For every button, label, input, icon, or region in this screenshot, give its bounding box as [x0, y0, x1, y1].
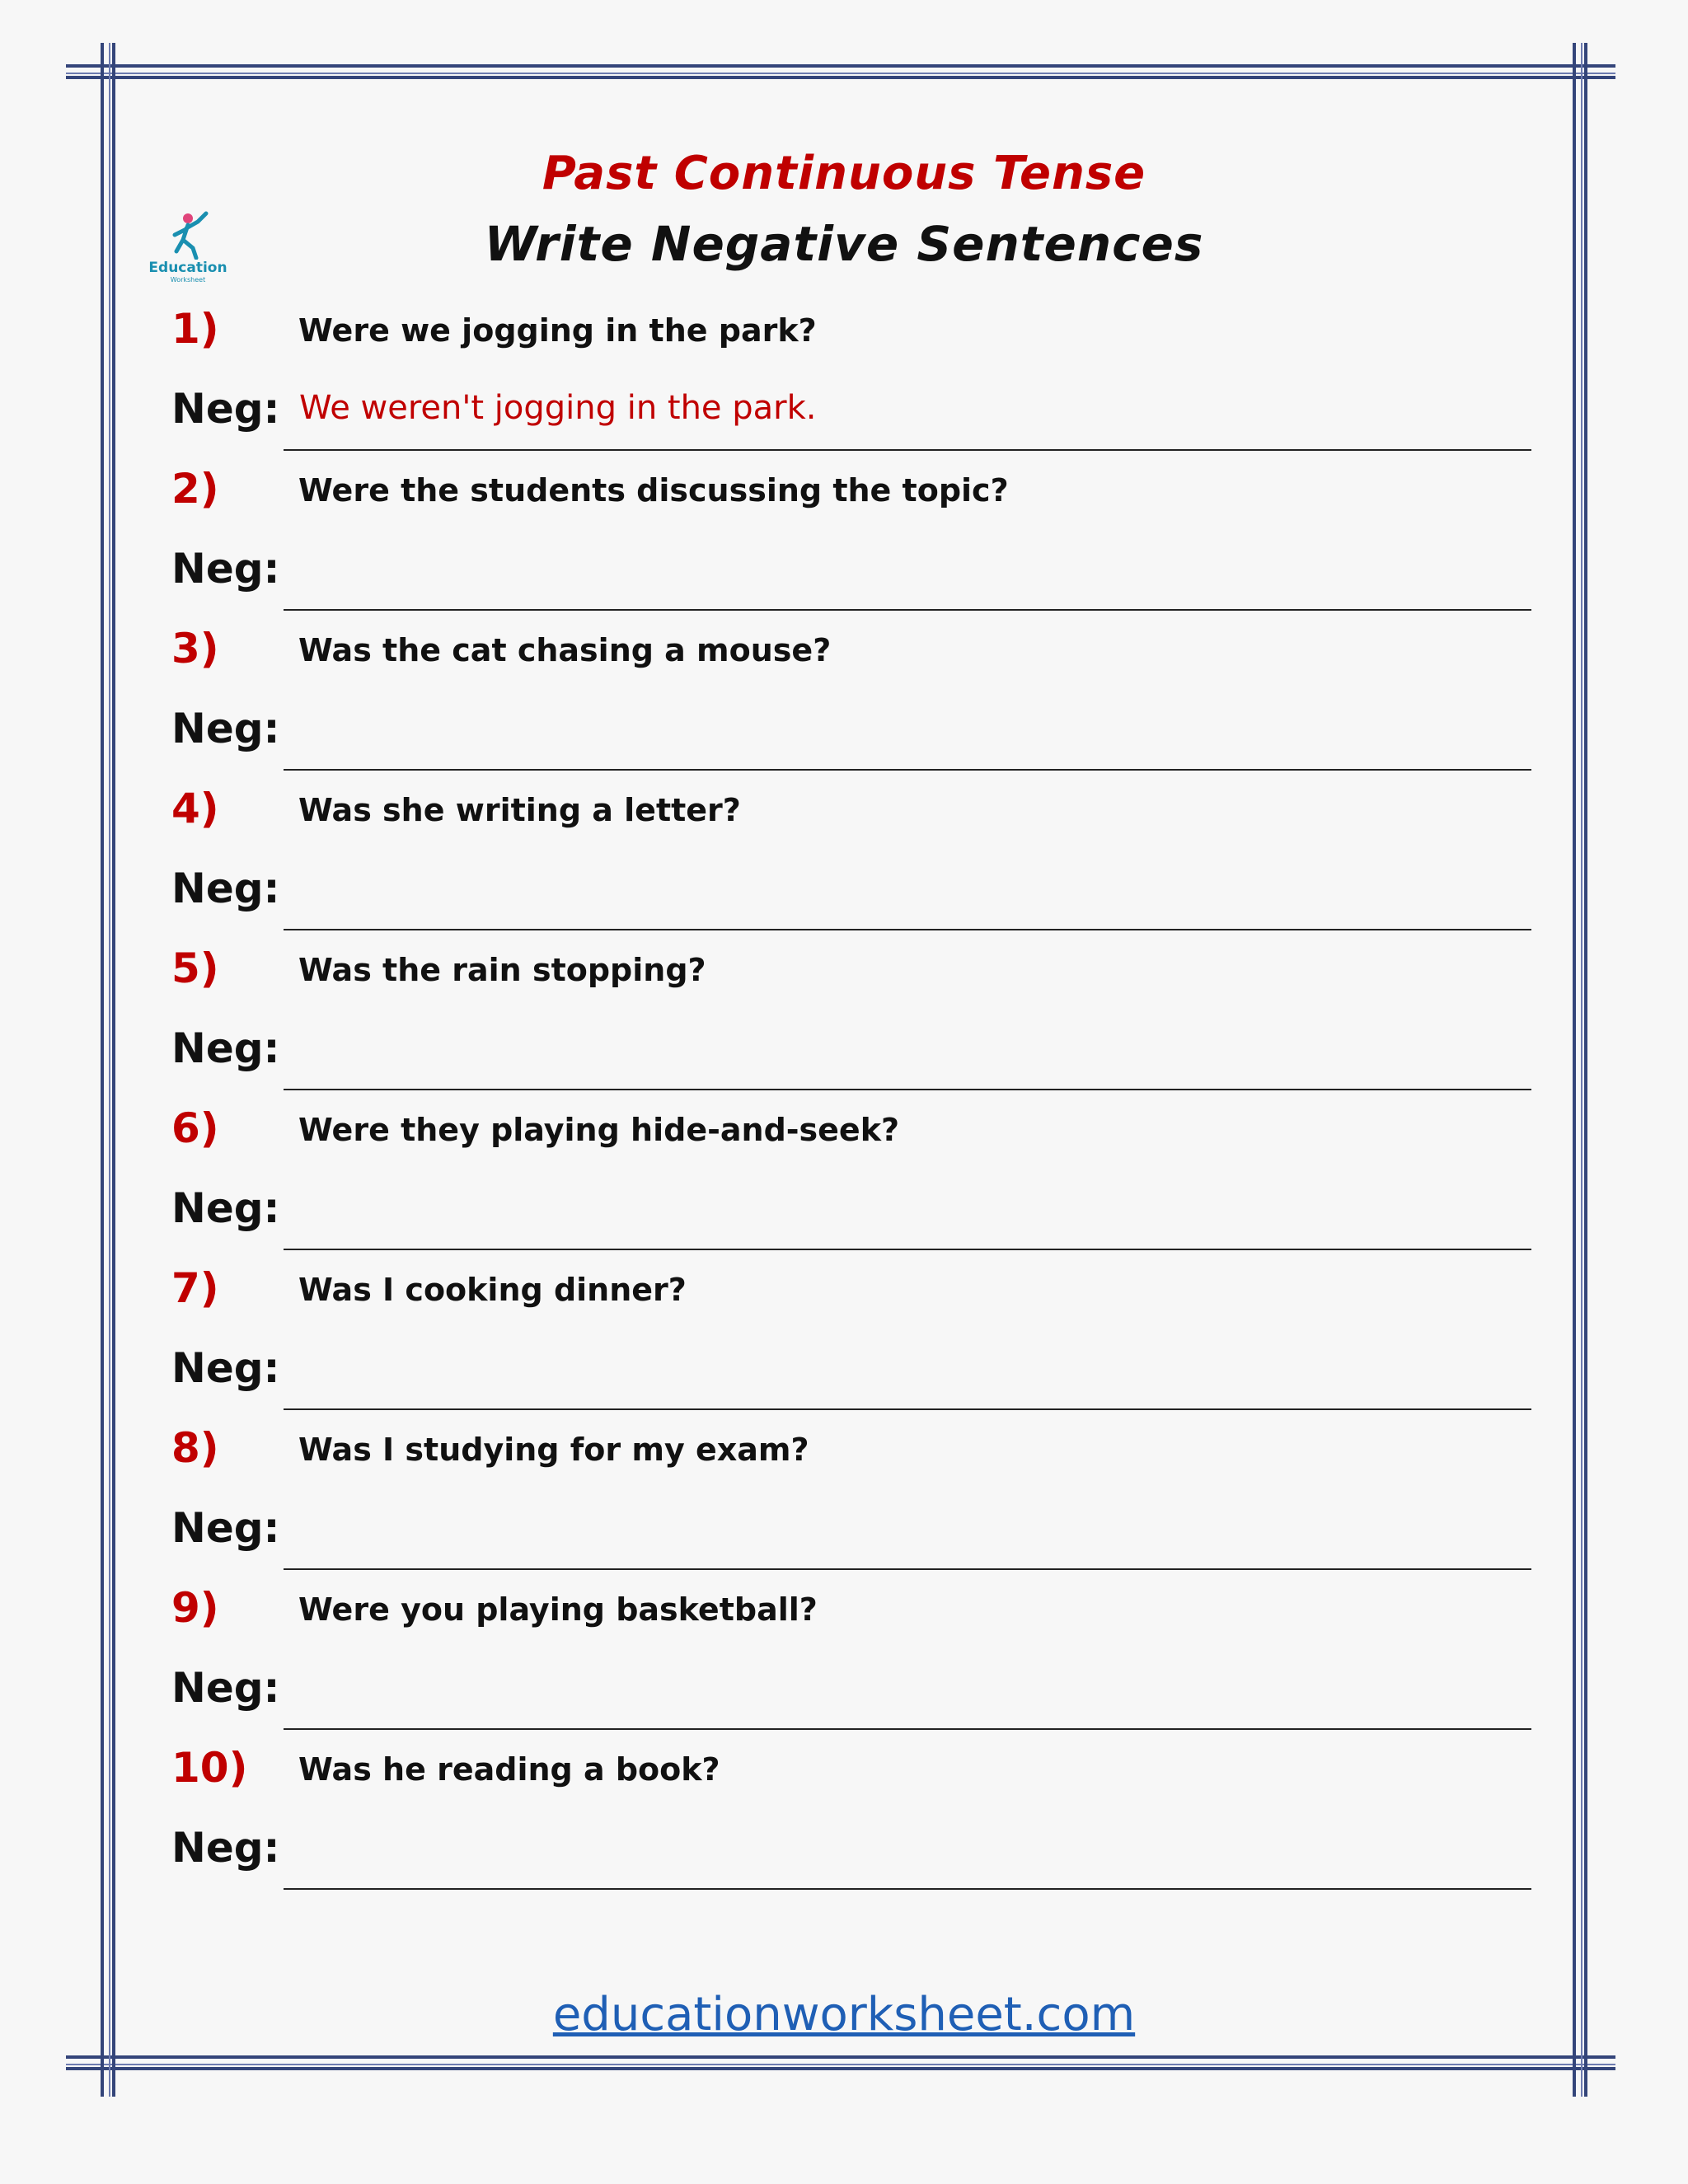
question-text: Were we jogging in the park? — [298, 312, 817, 349]
neg-label: Neg: — [171, 1344, 280, 1392]
question-number: 3) — [171, 625, 219, 673]
question-text: Was the cat chasing a mouse? — [298, 632, 832, 668]
question-number: 4) — [171, 785, 219, 832]
question-number: 9) — [171, 1584, 219, 1632]
answer-line — [284, 929, 1531, 930]
answer-line — [284, 1089, 1531, 1090]
page-subtitle: Write Negative Sentences — [484, 216, 1204, 272]
question-text: Were you playing basketball? — [298, 1591, 818, 1628]
question-text: Was the rain stopping? — [298, 952, 706, 988]
answer-text[interactable]: We weren't jogging in the park. — [299, 389, 817, 427]
bottom-border — [66, 2055, 1615, 2070]
neg-label: Neg: — [171, 545, 280, 593]
answer-line — [284, 1249, 1531, 1250]
question-number: 10) — [171, 1744, 248, 1792]
right-border — [1573, 43, 1587, 2097]
question-number: 5) — [171, 944, 219, 992]
question-text: Was I studying for my exam? — [298, 1432, 809, 1468]
neg-label: Neg: — [171, 1504, 280, 1552]
question-text: Were the students discussing the topic? — [298, 472, 1009, 509]
neg-label: Neg: — [171, 1024, 280, 1072]
neg-label: Neg: — [171, 1664, 280, 1712]
answer-line — [284, 609, 1531, 611]
neg-label: Neg: — [171, 1824, 280, 1872]
question-number: 6) — [171, 1104, 219, 1152]
answer-line — [284, 449, 1531, 451]
neg-label: Neg: — [171, 1184, 280, 1232]
footer-link[interactable]: educationworksheet.com — [552, 1988, 1136, 2041]
neg-label: Neg: — [171, 705, 280, 752]
top-border — [66, 64, 1615, 79]
answer-line — [284, 1888, 1531, 1890]
question-number: 1) — [171, 305, 219, 353]
answer-line — [284, 769, 1531, 771]
page-title: Past Continuous Tense — [542, 147, 1146, 200]
question-text: Was he reading a book? — [298, 1751, 720, 1788]
left-border — [101, 43, 115, 2097]
neg-label: Neg: — [171, 385, 280, 433]
question-number: 8) — [171, 1424, 219, 1472]
neg-label: Neg: — [171, 865, 280, 912]
question-number: 2) — [171, 465, 219, 513]
question-text: Were they playing hide-and-seek? — [298, 1112, 900, 1148]
answer-line — [284, 1408, 1531, 1410]
question-number: 7) — [171, 1264, 219, 1312]
question-text: Was I cooking dinner? — [298, 1272, 687, 1308]
answer-line — [284, 1728, 1531, 1730]
logo-subtext: Worksheet — [170, 276, 206, 284]
question-text: Was she writing a letter? — [298, 792, 741, 828]
logo-name: Education — [148, 260, 227, 276]
answer-line — [284, 1568, 1531, 1570]
